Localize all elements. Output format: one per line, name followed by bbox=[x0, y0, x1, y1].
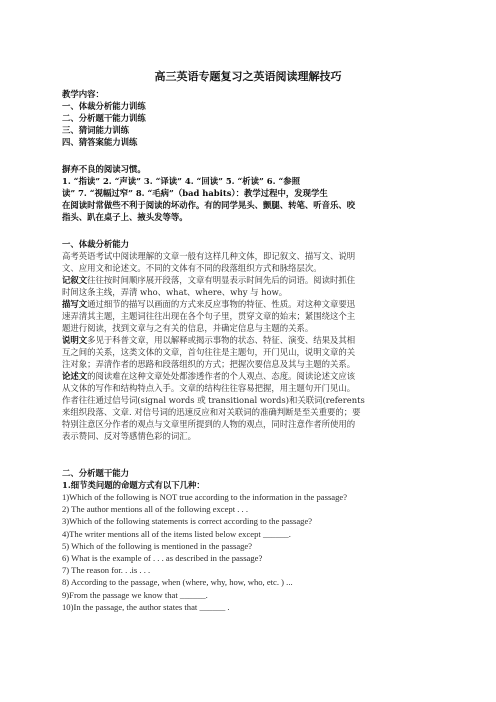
narrative-line: 时间这条主线，弄清 who、what、where、why 与 how。 bbox=[62, 287, 288, 297]
habits-line: 读” 7. “视幅过窄” 8. “毛病”（bad habits）：教学过程中，发现学生 bbox=[62, 188, 328, 198]
habits-section bbox=[62, 163, 434, 223]
contents-item: 三、猜词能力训练 bbox=[62, 125, 129, 135]
habits-line: 指头、趴在桌子上、掖头发等等。 bbox=[62, 212, 188, 222]
section-question-analysis bbox=[62, 467, 434, 613]
contents-item: 四、猜答案能力训练 bbox=[62, 137, 138, 147]
habits-heading: 摒弃不良的阅读习惯。 bbox=[62, 164, 146, 174]
section-genre-analysis bbox=[62, 238, 434, 442]
argumentative-line: 论述文的阅读难在这种文章处处都渗透作者的个人观点、态度。阅读论述文应该 bbox=[62, 371, 356, 381]
question-item: 5) Which of the following is mentioned in the passage? bbox=[62, 540, 253, 551]
document-title: 高三英语专题复习之英语阅读理解技巧 bbox=[154, 70, 342, 83]
habits-line: 1. “指读” 2. “声读” 3. “译读” 4. “回读” 5. “析读” 6. “参照 bbox=[62, 176, 301, 186]
section-heading: 二、分析题干能力 bbox=[62, 468, 129, 478]
habits-line: 在阅读时常做些不利于阅读的坏动作。有的同学晃头、颤腿、转笔、听音乐、咬 bbox=[62, 200, 356, 210]
expository-line: 注对象；弄清作者的思路和段落组织的方式；把握次要信息及其与主题的关系。 bbox=[62, 359, 356, 369]
section-heading: 一、体裁分析能力 bbox=[62, 239, 129, 249]
descriptive-line: 描写文通过细节的描写以画面的方式来反应事物的特征、性质。对这种文章要迅 bbox=[62, 299, 356, 309]
argumentative-line: 从文体的写作和结构特点入手。文章的结构往往容易把握，用主题句开门见山。 bbox=[62, 383, 356, 393]
question-item: 3)Which of the following statements is correct according to the passage? bbox=[62, 516, 313, 527]
descriptive-line: 速弄清其主题，主题词往往出现在各个句子里，贯穿文章的始末；紧围绕这个主 bbox=[62, 311, 356, 321]
argumentative-line: 作者往往通过信号词(signal words 或 transitional words)和关联词(referents bbox=[62, 395, 365, 405]
question-item: 2) The author mentions all of the following except . . . bbox=[62, 504, 248, 515]
question-item: 1)Which of the following is NOT true according to the information in the passage? bbox=[62, 492, 348, 502]
question-item: 8) According to the passage, when (where, why, how, who, etc. ) ... bbox=[62, 577, 293, 588]
question-item: 9)From the passage we know that ______. bbox=[62, 589, 208, 600]
section-subheading: 1.细节类问题的命题方式有以下几种： bbox=[62, 480, 205, 490]
contents-section bbox=[62, 88, 434, 148]
argumentative-line: 特别注意区分作者的观点与文章里所提到的人物的观点，同时注意作者所使用的 bbox=[62, 419, 356, 429]
contents-item: 一、体裁分析能力训练 bbox=[62, 101, 146, 111]
descriptive-line: 题进行阅读，找到文章与之有关的信息，并确定信息与主题的关系。 bbox=[62, 323, 314, 333]
question-item: 6) What is the example of . . . as described in the passage? bbox=[62, 553, 263, 564]
question-item: 7) The reason for. . .is . . . bbox=[62, 565, 151, 576]
paragraph-line: 文、应用文和论述文。不同的文体有不同的段落组织方式和脉络层次。 bbox=[62, 263, 322, 273]
contents-item: 二、分析题干能力训练 bbox=[62, 113, 146, 123]
narrative-line: 记叙文往往按时间顺序展开段落，文章有明显表示时间先后的词语。阅读时抓住 bbox=[62, 275, 356, 285]
contents-heading: 教学内容： bbox=[62, 89, 104, 99]
argumentative-line: 表示赞同、反对等感情色彩的词汇。 bbox=[62, 431, 196, 441]
expository-line: 互之间的关系，这类文体的文章，首句往往是主题句，开门见山，说明文章的关 bbox=[62, 347, 356, 357]
question-item: 10)In the passage, the author states that ______ . bbox=[62, 601, 230, 612]
question-item: 4)The writer mentions all of the items listed below except ______. bbox=[62, 528, 291, 539]
expository-line: 说明文多见于科普文章，用以解释或揭示事物的状态、特征、演变、结果及其相 bbox=[62, 335, 356, 345]
argumentative-line: 来组织段落、文章. 对信号词的迅速反应和对关联词的准确判断是至关重要的；要 bbox=[62, 407, 361, 417]
paragraph-line: 高考英语考试中阅读理解的文章一般有这样几种文体，即记叙文、描写文、说明 bbox=[62, 251, 356, 261]
